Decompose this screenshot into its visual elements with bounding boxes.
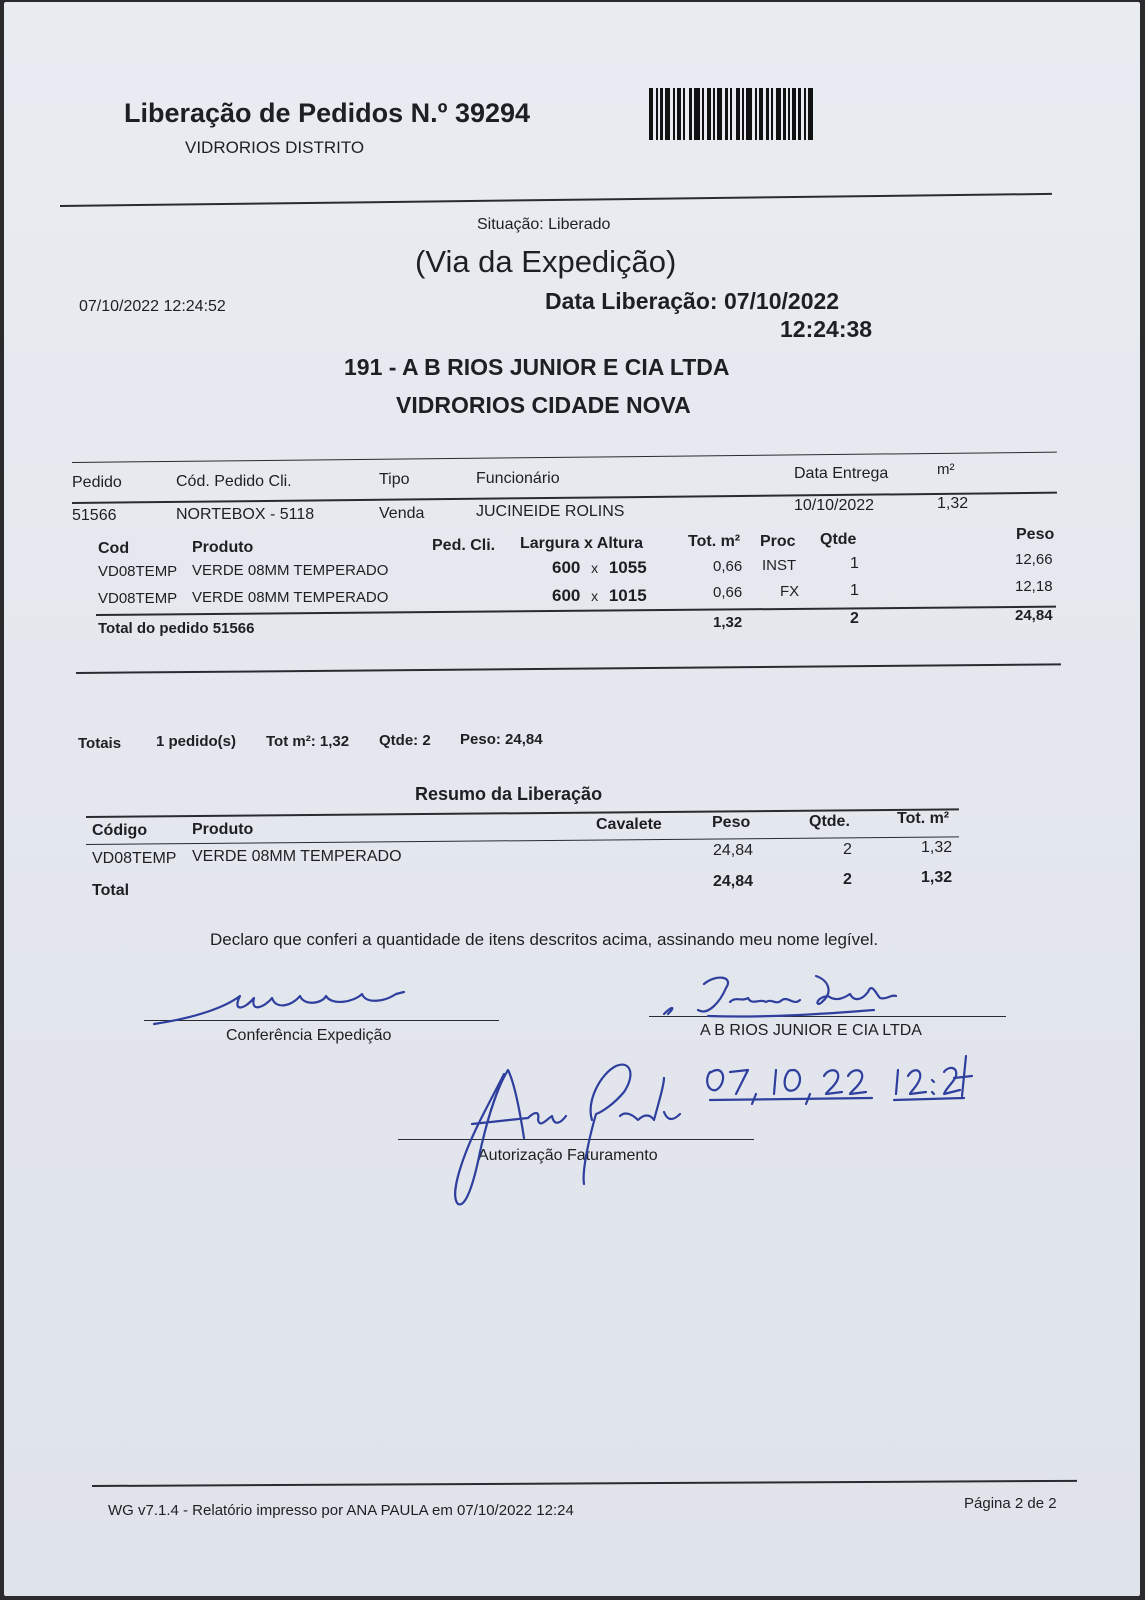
order-row-cod-pedido: NORTEBOX - 5118 — [176, 506, 315, 523]
resumo-total-tot-m2: 1,32 — [921, 869, 953, 886]
autorizacao-signature-ink — [455, 1065, 680, 1205]
item-row-2-tot-m2: 0,66 — [713, 584, 743, 601]
items-header-largura: Largura — [520, 535, 580, 552]
items-header-produto: Produto — [192, 539, 254, 556]
resumo-total-peso: 24,84 — [713, 873, 754, 890]
order-header-funcionario: Funcionário — [476, 470, 560, 487]
declaration-text: Declaro que conferi a quantidade de itens descritos acima, assinando meu nome legível. — [210, 930, 879, 949]
resumo-total-label: Total — [92, 882, 130, 899]
footer-page-number: Página 2 de 2 — [964, 1495, 1057, 1512]
document-title: Liberação de Pedidos N.º 39294 — [124, 98, 531, 128]
item-row-2-largura: 600 — [552, 586, 581, 605]
resumo-row-produto: VERDE 08MM TEMPERADO — [192, 848, 402, 865]
via-label: (Via da Expedição) — [415, 244, 677, 279]
order-row-funcionario: JUCINEIDE ROLINS — [476, 503, 625, 520]
order-row-pedido: 51566 — [72, 507, 117, 524]
order-row-data-entrega: 10/10/2022 — [794, 497, 875, 514]
items-total-label: Total do pedido 51566 — [98, 620, 255, 637]
resumo-title: Resumo da Liberação — [415, 784, 603, 804]
item-row-1-x: x — [591, 560, 599, 576]
situacao-label: Situação: Liberado — [477, 216, 611, 233]
item-row-1-altura: 1055 — [608, 558, 647, 577]
resumo-header-tot-m2: Tot. m² — [897, 810, 950, 827]
resumo-header-cavalete: Cavalete — [596, 816, 662, 833]
order-header-pedido: Pedido — [72, 474, 122, 491]
footer-printed-by: WG v7.1.4 - Relatório impresso por ANA PAULA em 07/10/2022 12:24 — [108, 1502, 574, 1519]
order-row-tipo: Venda — [379, 505, 425, 522]
order-header-tipo: Tipo — [379, 471, 410, 488]
item-row-2-qtde: 1 — [850, 582, 859, 599]
resumo-header-codigo: Código — [92, 822, 148, 839]
autorizacao-label: Autorização Faturamento — [478, 1147, 658, 1164]
client-name: 191 - A B RIOS JUNIOR E CIA LTDA — [344, 354, 730, 380]
totals-qtde: Qtde: 2 — [379, 732, 431, 749]
totals-peso: Peso: 24,84 — [460, 731, 543, 748]
item-row-2-cod: VD08TEMP — [98, 590, 178, 607]
resumo-header-peso: Peso — [712, 814, 751, 831]
data-liberacao-label: Data Liberação: — [545, 288, 718, 314]
item-row-2-x: x — [591, 588, 599, 604]
item-row-2-produto: VERDE 08MM TEMPERADO — [192, 589, 389, 606]
items-header-peso: Peso — [1016, 526, 1055, 543]
totals-tot-m2: Tot m²: 1,32 — [266, 733, 350, 750]
print-timestamp: 07/10/2022 12:24:52 — [79, 298, 226, 315]
conferencia-label: Conferência Expedição — [226, 1027, 392, 1044]
resumo-row-qtde: 2 — [843, 841, 852, 858]
items-total-peso: 24,84 — [1015, 607, 1053, 624]
document-page — [4, 2, 1140, 1596]
items-header-proc: Proc — [760, 533, 796, 550]
resumo-header-qtde: Qtde. — [809, 813, 850, 830]
client-signature-ink — [664, 976, 896, 1014]
order-header-data-entrega: Data Entrega — [794, 465, 889, 482]
resumo-row-peso: 24,84 — [713, 842, 754, 859]
item-row-2-proc: FX — [780, 583, 800, 600]
item-row-2-altura: 1015 — [608, 586, 647, 605]
resumo-row-tot-m2: 1,32 — [921, 839, 953, 856]
items-header-qtde: Qtde — [820, 531, 857, 548]
item-row-1-qtde: 1 — [850, 555, 859, 572]
data-liberacao-date: 07/10/2022 — [723, 288, 840, 314]
handwriting-layer — [4, 2, 1140, 1596]
order-header-m2: m² — [937, 461, 955, 478]
item-row-2-peso: 12,18 — [1015, 578, 1053, 595]
item-row-1-cod: VD08TEMP — [98, 563, 178, 580]
item-row-1-largura: 600 — [552, 558, 581, 577]
items-total-qtde: 2 — [850, 610, 859, 627]
data-liberacao-time: 12:24:38 — [780, 316, 873, 342]
client-branch: VIDRORIOS CIDADE NOVA — [396, 392, 691, 418]
client-signature-underline-ink — [708, 1010, 874, 1017]
items-header-x: x — [584, 535, 593, 552]
item-row-1-peso: 12,66 — [1015, 551, 1053, 568]
totals-label: Totais — [78, 735, 122, 752]
client-signature-label: A B RIOS JUNIOR E CIA LTDA — [700, 1022, 922, 1039]
resumo-total-qtde: 2 — [843, 871, 852, 888]
item-row-1-proc: INST — [762, 557, 797, 574]
issuer-company: VIDRORIOS DISTRITO — [185, 138, 365, 157]
totals-pedidos: 1 pedido(s) — [156, 733, 237, 750]
conferencia-signature-ink — [154, 992, 404, 1024]
items-header-tot-m2: Tot. m² — [688, 533, 741, 550]
items-header-ped-cli: Ped. Cli. — [432, 537, 496, 554]
order-header-cod-pedido: Cód. Pedido Cli. — [176, 473, 292, 490]
item-row-1-tot-m2: 0,66 — [713, 558, 743, 575]
handwritten-date-ink — [707, 1056, 972, 1104]
items-total-tot-m2: 1,32 — [713, 614, 743, 631]
order-row-m2: 1,32 — [937, 495, 969, 512]
item-row-1-produto: VERDE 08MM TEMPERADO — [192, 562, 389, 579]
resumo-row-codigo: VD08TEMP — [92, 850, 177, 867]
items-header-cod: Cod — [98, 540, 130, 557]
items-header-altura: Altura — [596, 535, 644, 552]
resumo-header-produto: Produto — [192, 821, 254, 838]
